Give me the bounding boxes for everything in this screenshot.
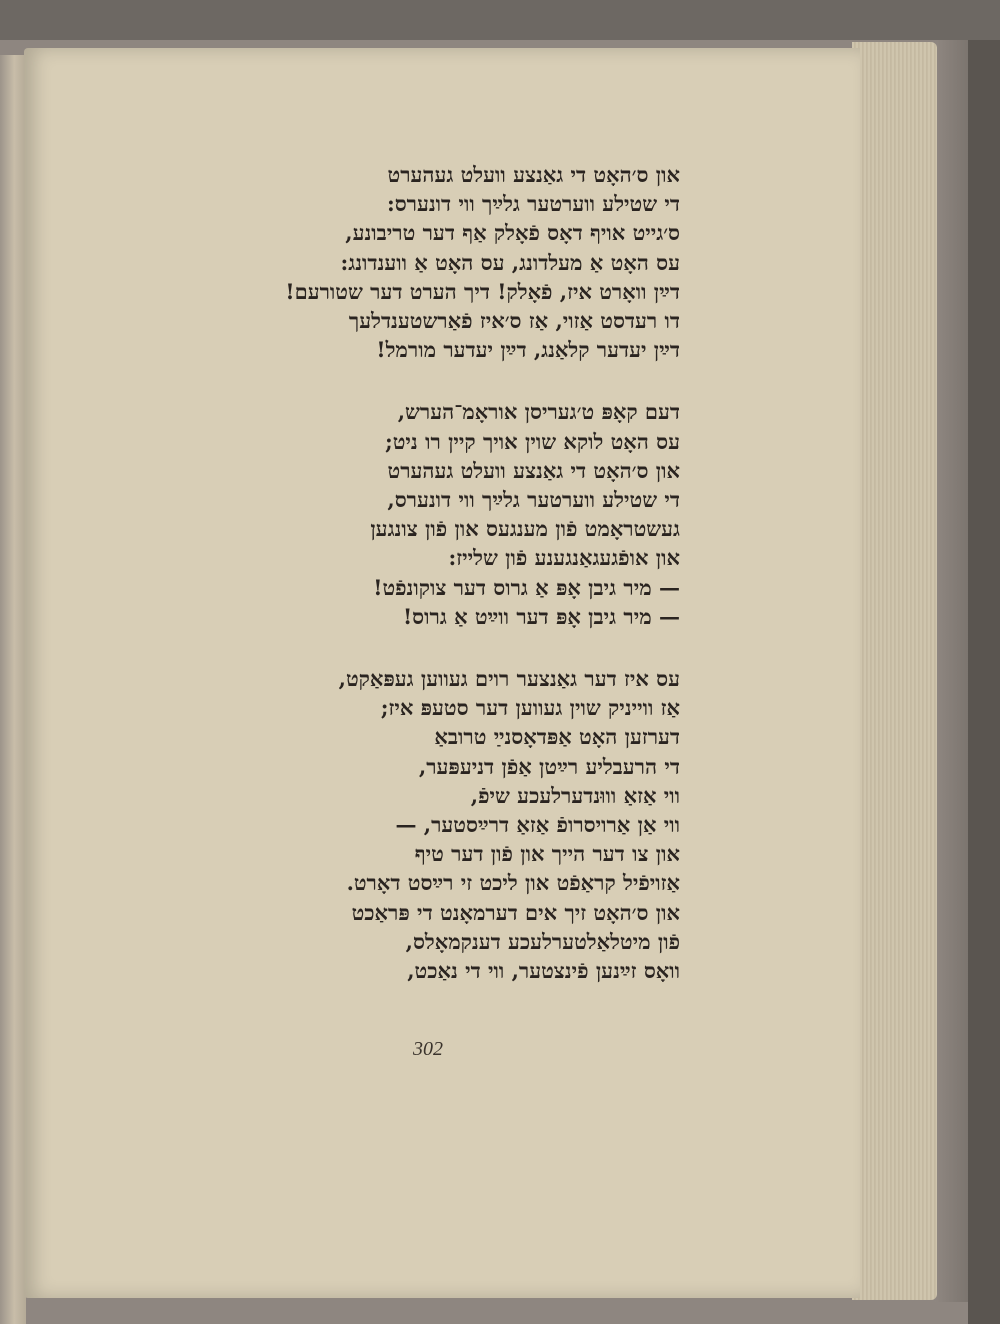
poem-line: — מיר גיבן אָפּ אַ גרוס דער צוקונפֿט! — [373, 574, 680, 600]
cover-right-edge — [935, 40, 968, 1302]
poem-line: געשטראָמט פֿון מענגעס און פֿון צונגען — [370, 516, 680, 542]
poem-line: עס האָט אַ מעלדונג, עס האָט אַ ווענדונג: — [340, 249, 680, 275]
poem-text — [140, 160, 680, 1018]
poem-line: וואָס זײַנען פֿינצטער, ווי די נאַכט, — [407, 958, 680, 984]
poem-line: דו רעדסט אַזוי, אַז ס׳איז פֿאַרשטענדלעך — [348, 308, 680, 334]
poem-line: די שטילע ווערטער גלײַך ווי דונערס, — [387, 487, 680, 513]
poem-line: די שטילע ווערטער גלײַך ווי דונערס: — [386, 191, 680, 217]
stanza-3 — [140, 664, 680, 985]
poem-line: דײַן יעדער קלאַנג, דײַן יעדער מורמל! — [376, 337, 680, 363]
poem-line: ווי אַזאַ וווּנדערלעכע שיפֿ, — [470, 782, 680, 808]
poem-line: און צו דער הייך און פֿון דער טיף — [414, 841, 680, 867]
page-number: 302 — [413, 1038, 443, 1060]
poem-line: אַזויפֿיל קראַפֿט און ליכט זי רײַסט דאָרט. — [346, 870, 680, 896]
poem-line: פֿון מיטלאַלטערלעכע דענקמאָלס, — [405, 928, 680, 954]
left-page-edge — [0, 55, 26, 1324]
poem-line: און ס׳האָט די גאַנצע וועלט געהערט — [387, 162, 680, 187]
poem-line: ווי אַן אַרויסרופֿ אַזאַ דרײַסטער, — — [395, 812, 680, 838]
poem-line: אַז ווייניק שוין געווען דער סטעפּ איז; — [380, 695, 680, 721]
poem-line: דײַן וואָרט איז, פֿאָלק! דיך הערט דער שטורעם! — [285, 278, 680, 304]
poem-line: — מיר גיבן אָפּ דער ווײַט אַ גרוס! — [402, 603, 680, 629]
poem-line: די הרעבליע רײַטן אַפֿן דניעפּער, — [418, 753, 680, 779]
poem-line: דערזען האָט אַפּדאָסנײַ טרובאַ — [434, 724, 680, 750]
page-stack-edge — [852, 42, 937, 1300]
poem-line: ס׳גייט אויף דאָס פֿאָלק אַף דער טריבונע, — [345, 220, 680, 246]
poem-line: און ס׳האָט זיך אים דערמאָנט די פּראַכט — [351, 899, 680, 925]
poem-line: דעם קאָפּ ט׳געריסן אוראָמ־הערש, — [397, 399, 680, 425]
poem-line: עס איז דער גאַנצער רוים געווען געפּאַקט, — [338, 666, 680, 692]
stanza-2 — [140, 397, 680, 631]
poem-line: און ס׳האָט די גאַנצע וועלט געהערט — [387, 457, 680, 483]
stanza-1 — [140, 160, 680, 364]
poem-line: און אופֿגעגאַנגענע פֿון שלייז: — [448, 545, 680, 571]
poem-line: עס האָט לוקא שוין אויך קיין רו ניט; — [384, 428, 680, 454]
cover-top-edge — [0, 0, 1000, 40]
